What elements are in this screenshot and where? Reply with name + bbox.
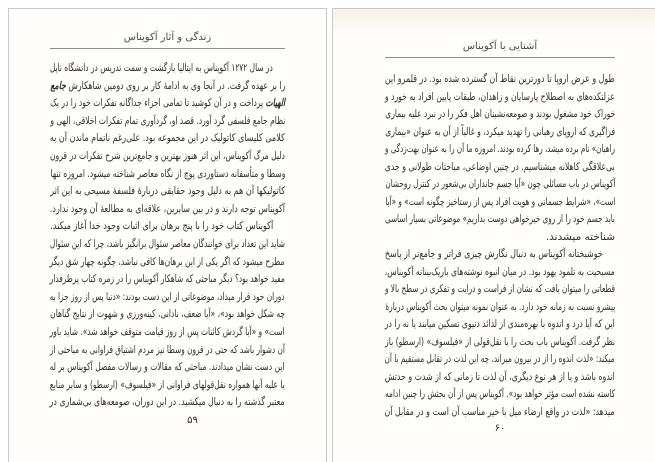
text-line: یا علیه آنها همواره نقل‌قولهای فراوانی از «فیلسوف» (ارسطو) و سایر منابع [49, 378, 285, 391]
text-line: در سال ۱۲۷۲ آکویناس به ایتالیا بازگشت و سمت تدریس در دانشگاه ناپل [49, 62, 273, 74]
text-line: راهبان» نام برده میشد، رها کرده بودند. امروزه ما آن را به عنوان بهت‌زدگی و [384, 143, 615, 155]
book-title-emphasis: جامع [49, 79, 66, 92]
running-header-left: زندگی و آثار آکویناس [123, 32, 212, 43]
text-line: این دست نشان میدادند. مباحثی که مقالات و رسالات مفصل آکویناس بر له [50, 361, 285, 374]
page-text-left [50, 60, 285, 412]
text-line: وسطا و متأسفانه دستاوردی پوچ از نگاه معاصر شناخته میشود. امروزه تنها [50, 167, 285, 180]
text-line: قطعاتی را میتوان یافت که نشان از فراست و درایت و تفکری در سطح بالا و [384, 283, 615, 295]
text-line: مطرح میشود که اگر یکی از این برهان‌ها کافی نباشد، چگونه چهار شق دیگر [50, 255, 285, 268]
text-line: خوشبختانه آکویناس به دنبال نگارش چیزی فراتر و جامع‌تر از پاسخ [384, 248, 603, 260]
text-line: نظر گرفت. آکویناس باب بحث را با نقل‌قولی از «فیلسوف» (ارسطو) باز [385, 335, 615, 348]
text-line: عزلتکده‌های به اصطلاح پارسایان و زاهدان، طبقات پایین افراد به خورد و [385, 90, 615, 103]
text-line: این که آیا درد و اندوه با بهره‌مندی از لذائذ دنیوی تسکین میابند یا نه را در [385, 318, 615, 330]
text-line: فراگیری که اروپای رهبانی را تهدید میکرد، و غالباً از آن به عنوان «بیماری [385, 125, 615, 138]
text-line: کلامی کلیسای کاتولیک در این مجموعه بود. علی‌رغم ناتمام ماندن آن به [50, 132, 285, 145]
header-rule-left [50, 48, 285, 49]
text-line: آن دشوار باشد که حتی در قرون وسطا نیز مردم اشتیاق فراوانی به مباحثی از [50, 343, 285, 356]
running-header-right: آشنایی با آکویناس [462, 41, 538, 52]
text-line: طول و عرض اروپا تا دورترین نقاط آن گسترده شده بود. در قلمرو این [385, 73, 615, 85]
text-line: شناخته میشدند. [545, 230, 615, 243]
text-line: چه شکل خواهد بود»، «آیا ضعف، نادانی، کینه‌ورزی و شهوت از نتایج گناهان [49, 308, 285, 321]
text-line: میکند: «لذت اندوه را از در بیرون میراند، چه این لذت در تقابل مستقیم با آن [384, 353, 615, 365]
text-line: دوران خود قرار میداد، موضوعاتی از این دست بودند: «دنیا پس از روز جزا به [49, 290, 285, 303]
text-line: الهیات پرداخت و در آن کوشید تا تمامی اجزاء جداگانه تفکرات خود را در یک [50, 97, 285, 110]
page-number-right: ۶۰ [494, 423, 506, 434]
text-line: پیشرو نسبت به زمانه خود دارد. به عنوان نمونه میتوان بحث آکویناس دربارهٔ [384, 300, 615, 313]
text-line: آکویناس توجه دارند و در بین سایرین، علاقه‌ای به مطالعهٔ آن وجود ندارد. [50, 202, 285, 215]
book-page-right [332, 8, 655, 462]
text-line: خوراک خود مشغول بودند و صومعه‌نشینان اهل فکر را در نبرد علیه بیماری [385, 108, 615, 120]
text-line: دلیل مرگ آکویناس، این اثر هنوز بهترین و جامع‌ترین شرح تفکرات در قرون [50, 149, 285, 162]
text-line: باید جسم خود را از روی خیرخواهی دوست بداریم» موضوعاتی بسیار اساسی [385, 213, 615, 225]
text-line: آکویناس کتاب خود را با پنج برهان برای اثبات وجود خدا آغاز میکند. [50, 220, 273, 233]
page-text-right [385, 71, 615, 421]
text-line: را بر عهده گرفت. در آنجا وی به ادامهٔ کار بر روی دومین شاهکارش جامع [49, 79, 285, 92]
text-line: اندوه باشد و یا از هر نوع دیگری، آن لذت تا زمانی که از شدت و حدتش [384, 370, 615, 383]
text-line: مسیحیت به تلمود یهود بود. در میان انبوه نوشته‌های باریک‌بینانه آکویناس، [385, 265, 615, 278]
book-page-left [8, 8, 327, 462]
text-line: بی‌علاقگی کاهلانه میشناسیم. در چنین اوضاعی، مباحثات طولانی و جدی [384, 160, 615, 173]
book-title-emphasis: الهیات [265, 97, 285, 110]
header-rule-right [385, 57, 615, 58]
text-line: است»، «شرایط جسمانی و هویت افراد پس از رستاخیز چگونه است» و «آیا [385, 195, 615, 208]
page-number-left: ۵۹ [187, 414, 198, 426]
text-line: است» و «آیا گردش کائنات پس از روز قیامت متوقف خواهد شد». شاید باور [50, 325, 285, 338]
text-line: کاسته نشده است مؤثر خواهد بود». آکویناس پس از آن بحثش را چنین ادامه [384, 388, 615, 400]
text-line: آکویناس در باب مسائلی چون «آیا جسم جانداران بی‌شعور در کنترل روحشان [385, 178, 615, 190]
text-line: نظام جامع فلسفی گرد آورد. قصد او، گردآوری تمام تفکرات اخلاقی، الهی و [49, 114, 285, 127]
text-line: شاید این تعداد برای خوانندگان معاصر سئوال برانگیز باشد، چرا که این سئوال [49, 237, 285, 250]
text-line: معتبر گذشته را به دنبال میکشید. در این دوران، صومعه‌های بی‌شماری در [49, 396, 285, 409]
text-line: مفید خواهد بود؟ دیگر مباحثی که شاهکار آکویناس را در زمره کتاب پرطرفدار [49, 273, 285, 286]
text-line: کاتولیکها آن هم به دلیل وجود حقایقی دربارهٔ فلسفهٔ مسیحی به این اثر [50, 185, 285, 198]
text-line: میدهد: «لذت در واقع ارضاء میل با خیر مناسب آن است و در مقابل آن [384, 405, 615, 418]
